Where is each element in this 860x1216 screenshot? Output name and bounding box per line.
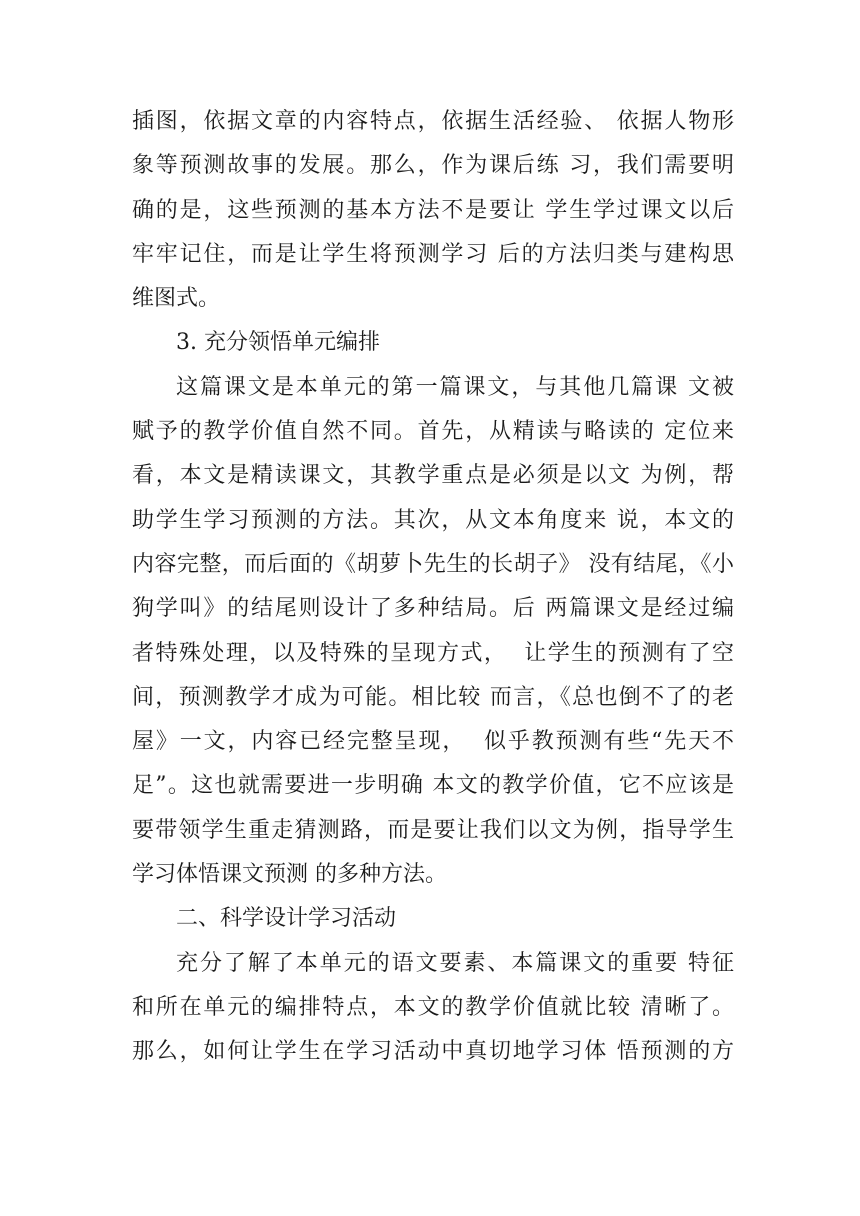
text-line: 维图式。 (132, 286, 221, 312)
text-line: 确的是，这些预测的基本方法不是要让 学生学过课文以后 (132, 197, 734, 223)
text-line: 那么，如何让学生在学习活动中真切地学习体 悟预测的方 (132, 1039, 734, 1065)
document-page (132, 100, 734, 1075)
text-line: 内容完整，而后面的《胡萝卜先生的长胡子》 没有结尾，《小 (132, 551, 734, 577)
text-line: 象等预测故事的发展。那么，作为课后练 习，我们需要明 (132, 153, 734, 179)
text-line: 屋》一文，内容已经完整呈现， 似乎教预测有些“先天不 (132, 729, 734, 755)
text-line: 狗学叫》的结尾则设计了多种结局。后 两篇课文是经过编 (132, 596, 734, 622)
text-line: 者特殊处理，以及特殊的呈现方式， 让学生的预测有了空 (132, 640, 734, 666)
text-line: 助学生学习预测的方法。其次，从文本角度来 说，本文的 (132, 507, 734, 533)
text-line: 要带领学生重走猜测路，而是要让我们以文为例，指导学生 (132, 817, 734, 843)
text-line: 插图，依据文章的内容特点，依据生活经验、 依据人物形 (132, 109, 734, 134)
text-line: 二、科学设计学习活动 (176, 906, 397, 932)
text-line: 赋予的教学价值自然不同。首先，从精读与略读的 定位来 (132, 419, 734, 445)
text-line: 看，本文是精读课文，其教学重点是必须是以文 为例，帮 (132, 463, 734, 489)
text-line: 间，预测教学才成为可能。相比较 而言，《总也倒不了的老 (132, 684, 734, 710)
text-line: 足”。这也就需要进一步明确 本文的教学价值，它不应该是 (132, 773, 734, 799)
text-line: 3. 充分领悟单元编排 (176, 330, 380, 356)
text-line: 这篇课文是本单元的第一篇课文，与其他几篇课 文被 (176, 374, 734, 400)
text-line: 牢牢记住，而是让学生将预测学习 后的方法归类与建构思 (132, 241, 734, 267)
text-line: 充分了解了本单元的语文要素、本篇课文的重要 特征 (176, 950, 734, 976)
document-body (132, 100, 734, 1075)
text-line: 和所在单元的编排特点，本文的教学价值就比较 清晰了。 (132, 994, 734, 1020)
text-line: 学习体悟课文预测 的多种方法。 (132, 862, 447, 888)
